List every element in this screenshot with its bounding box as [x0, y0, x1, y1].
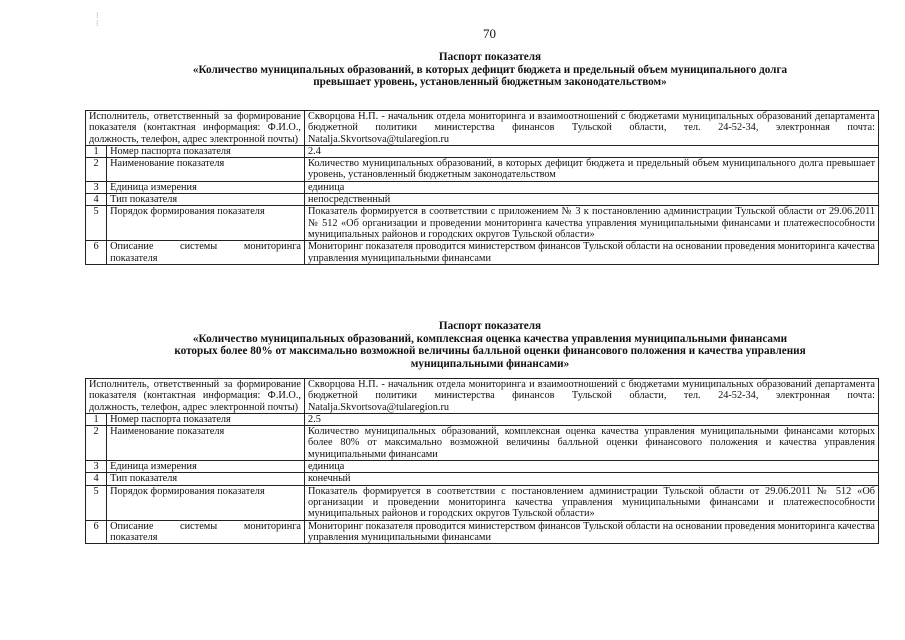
row-value: единица	[305, 461, 879, 473]
row-label: Тип показателя	[107, 473, 305, 485]
row-label: Порядок формирования показателя	[107, 485, 305, 520]
passport-2-heading	[80, 320, 900, 370]
row-value: конечный	[305, 473, 879, 485]
table-row	[86, 181, 879, 193]
table-row	[86, 379, 879, 414]
row-number: 2	[86, 426, 107, 461]
executor-value: Скворцова Н.П. - начальник отдела мониторинга и взаимоотношений с бюджетами муниципальных образований департамента бюджетной политики министерства финансов Тульской области, тел. 24-52-34, электронная почта: Natalja.Skvortsova@tularegion.ru	[305, 379, 879, 414]
row-number: 1	[86, 145, 107, 157]
table-row	[86, 111, 879, 146]
row-value: Количество муниципальных образований, комплексная оценка качества управления муниципальными финансами которых более 80% от максимально возможной величины балльной оценки финансового положения и качества управления муниципальными финансами	[305, 426, 879, 461]
passport-2-subtitle-line3: муниципальными финансами»	[410, 357, 570, 370]
table-row	[86, 485, 879, 520]
row-number: 3	[86, 181, 107, 193]
page-number: 70	[483, 26, 496, 41]
row-value: 2.5	[305, 413, 879, 425]
table-row	[86, 194, 879, 206]
row-number: 5	[86, 206, 107, 241]
row-label: Номер паспорта показателя	[107, 413, 305, 425]
passport-2-subtitle-line2: которых более 80% от максимально возможной величины балльной оценки финансового положения и качества управления	[174, 345, 806, 357]
row-number: 4	[86, 194, 107, 206]
row-value: Показатель формируется в соответствии с приложением № 3 к постановлению администрации Тульской области от 29.06.2011 № 512 «Об организации и проведении мониторинга качества управления муниципальными финансами и платежеспособности муниципальных районов и городских округов Тульской области»	[305, 206, 879, 241]
row-label: Порядок формирования показателя	[107, 206, 305, 241]
table-row	[86, 413, 879, 425]
passport-1-title: Паспорт показателя	[438, 51, 542, 63]
row-number: 6	[86, 520, 107, 544]
row-value: 2.4	[305, 145, 879, 157]
scan-marks: ⁝ ⁝	[96, 11, 100, 28]
row-number: 2	[86, 158, 107, 182]
row-value: Мониторинг показателя проводится министерством финансов Тульской области на основании проведения мониторинга качества управления муниципальными финансами	[305, 520, 879, 544]
table-row	[86, 461, 879, 473]
table-row	[86, 158, 879, 182]
table-row	[86, 520, 879, 544]
row-label: Единица измерения	[107, 181, 305, 193]
row-label: Описание системы мониторинга показателя	[107, 520, 305, 544]
passport-2-subtitle-line1: «Количество муниципальных образований, комплексная оценка качества управления муниципальными финансами	[192, 332, 788, 345]
table-row	[86, 426, 879, 461]
executor-value: Скворцова Н.П. - начальник отдела мониторинга и взаимоотношений с бюджетами муниципальных образований департамента бюджетной политики министерства финансов Тульской области, тел. 24-52-34, электронная почта: Natalja.Skvortsova@tularegion.ru	[305, 111, 879, 146]
table-row	[86, 241, 879, 265]
row-value: единица	[305, 181, 879, 193]
passport-2-table	[85, 378, 879, 544]
passport-1-table	[85, 110, 879, 265]
table-row	[86, 206, 879, 241]
row-number: 3	[86, 461, 107, 473]
row-number: 6	[86, 241, 107, 265]
executor-label: Исполнитель, ответственный за формирование показателя (контактная информация: Ф.И.О., должность, телефон, адрес электронной почты)	[86, 379, 305, 414]
row-label: Номер паспорта показателя	[107, 145, 305, 157]
row-label: Единица измерения	[107, 461, 305, 473]
row-value: Количество муниципальных образований, в которых дефицит бюджета и предельный объем муниципального долга превышает уровень, установленный бюджетным законодательством	[305, 158, 879, 182]
row-number: 5	[86, 485, 107, 520]
row-value: Показатель формируется в соответствии с постановлением администрации Тульской области от 29.06.2011 № 512 «Об организации и проведении мониторинга качества управления муниципальными финансами и платежеспособности муниципальных районов и городских округов Тульской области»	[305, 485, 879, 520]
row-value: непосредственный	[305, 194, 879, 206]
row-number: 4	[86, 473, 107, 485]
passport-1-heading	[80, 51, 900, 89]
table-row	[86, 145, 879, 157]
row-number: 1	[86, 413, 107, 425]
row-label: Наименование показателя	[107, 426, 305, 461]
passport-2-title: Паспорт показателя	[438, 320, 542, 332]
passport-1-subtitle-line2: превышает уровень, установленный бюджетным законодательством»	[313, 76, 667, 88]
row-label: Тип показателя	[107, 194, 305, 206]
executor-label: Исполнитель, ответственный за формирование показателя (контактная информация: Ф.И.О., должность, телефон, адрес электронной почты)	[86, 111, 305, 146]
row-label: Наименование показателя	[107, 158, 305, 182]
row-value: Мониторинг показателя проводится министерством финансов Тульской области на основании проведения мониторинга качества управления муниципальными финансами	[305, 241, 879, 265]
row-label: Описание системы мониторинга показателя	[107, 241, 305, 265]
table-row	[86, 473, 879, 485]
passport-1-subtitle-line1: «Количество муниципальных образований, в которых дефицит бюджета и предельный объем муниципального долга	[192, 63, 788, 76]
